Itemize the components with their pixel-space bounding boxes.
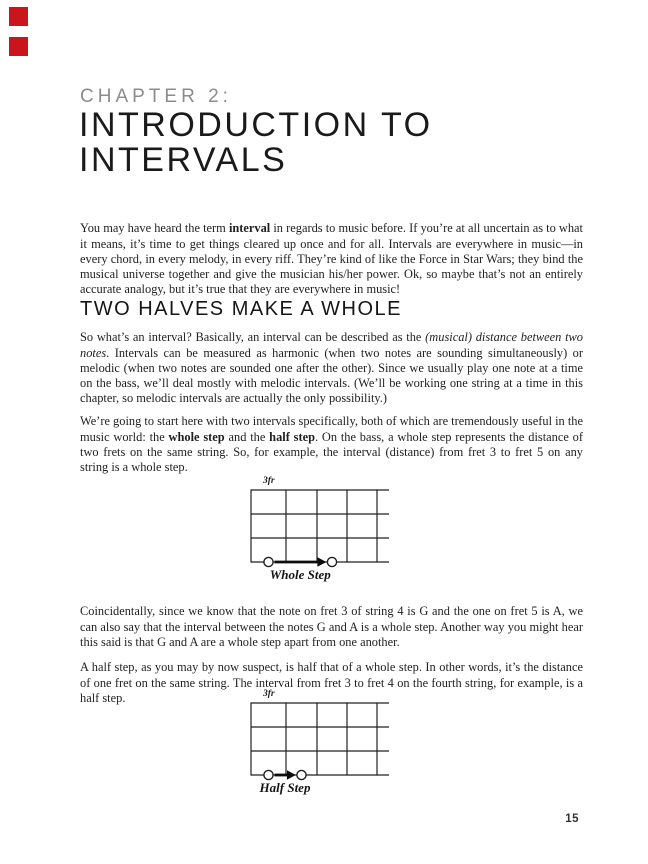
fret-position-label: 3fr [263, 476, 275, 486]
paragraph-half-step: A half step, as you may by now suspect, is half that of a whole step. In other words, it’s the distance of one fret on the same string. The interval from fret 3 to fret 4 on the fourth string, for example, is a half step. [80, 660, 583, 705]
fretboard-diagram-whole-step [250, 488, 420, 568]
section-heading: TWO HALVES MAKE A WHOLE [80, 298, 402, 320]
paragraph-interval-definition: So what’s an interval? Basically, an interval can be described as the (musical) distance between two notes. Intervals can be measured as harmonic (when two notes are sounding simultaneously) or melodic (when two notes are sounded one after the other). Since we usually play one note at a time on the bass, we’ll deal mostly with melodic intervals. (We’ll be working one string at a time in this chapter, so melodic intervals are actually the only possibility.) [80, 330, 583, 406]
intro-paragraph: You may have heard the term interval in regards to music before. If you’re at all uncertain as to what it means, it’s time to get things cleared up once and for all. Intervals are everywhere in music—in every chord, in every melody, in every riff. They’re kind of like the Force in Star Wars; they bind the musical universe together and give the musician his/her power. Ok, so maybe that’s not an entirely accurate analogy, but it’s true that they are everywhere in music! [80, 221, 584, 297]
figure-whole-step [250, 476, 420, 582]
figure-caption-half-step: Half Step [259, 780, 311, 795]
figure-caption-whole-step: Whole Step [269, 567, 331, 582]
figure-half-step [250, 689, 420, 795]
chapter-label: CHAPTER 2: [80, 86, 232, 107]
page-title-line1: INTRODUCTION TO [79, 106, 433, 144]
red-square-marker-bottom [9, 37, 28, 56]
page-number: 15 [565, 813, 579, 825]
page-title [79, 108, 433, 178]
fret-position-label: 3fr [263, 689, 275, 699]
fretboard-diagram-half-step [250, 701, 420, 781]
paragraph-g-to-a: Coincidentally, since we know that the note on fret 3 of string 4 is G and the one on fret 5 is A, we can also say that the interval between the notes G and A is a whole step. Another way you might hear this said is that G and A are a whole step apart from one another. [80, 604, 583, 649]
paragraph-whole-half-step: We’re going to start here with two intervals specifically, both of which are tremendously useful in the music world: the whole step and the half step. On the bass, a whole step represents the distance of two frets on the same string. So, for example, the interval (distance) from fret 3 to fret 5 on any string is a whole step. [80, 414, 583, 474]
page-title-line2: INTERVALS [79, 141, 288, 179]
red-square-marker-top [9, 7, 28, 26]
